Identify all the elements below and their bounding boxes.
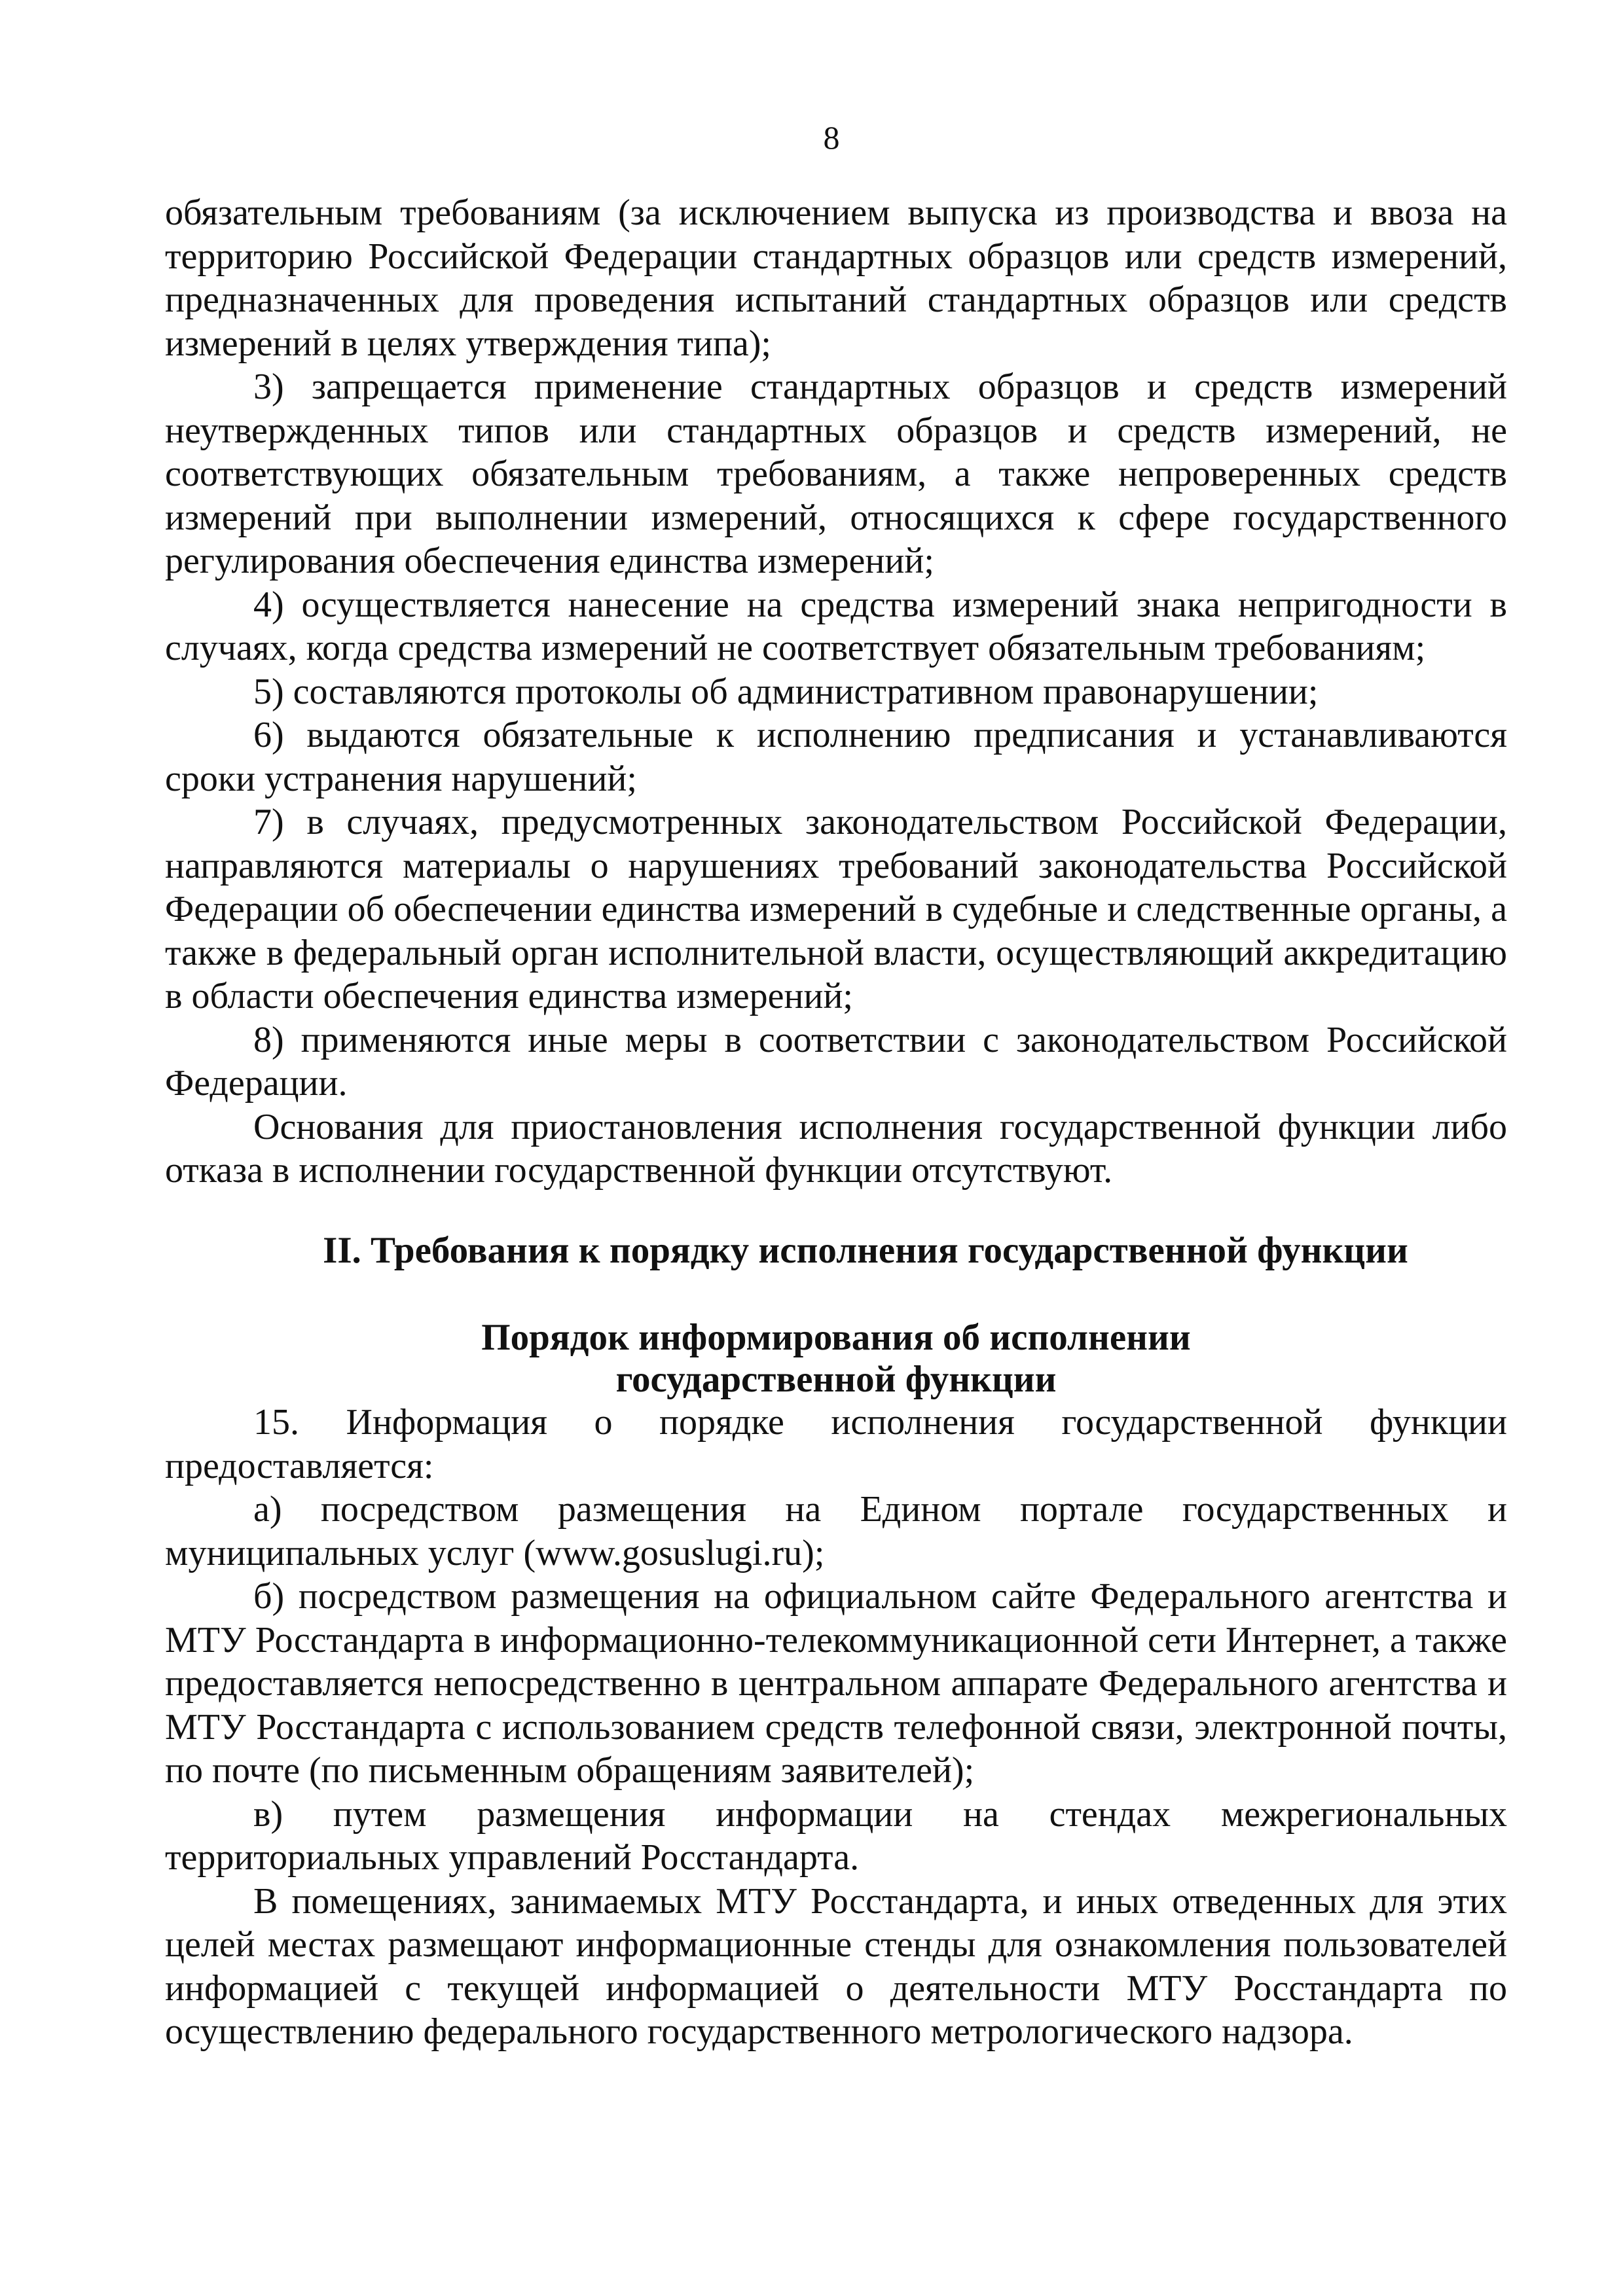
list-item-b: б) посредством размещения на официальном сайте Федерального агентства и МТУ Росстандарта в информационно-телекоммуникационной сети Интернет, а также предоставляется непосредственно в центральном аппарате Федерального агентства и МТУ Росстандарта с использованием средств телефонной связи, электронной почты, по почте (по письменным обращениям заявителей); [165, 1576, 1507, 1791]
paragraph-premises: В помещениях, занимаемых МТУ Росстандарта, и иных отведенных для этих целей местах размещают информационные стенды для ознакомления пользователей информацией с текущей информацией о деятельности МТУ Росстандарта по осуществлению федерального государственного метрологического надзора. [165, 1880, 1507, 2052]
list-item-8: 8) применяются иные меры в соответствии с законодательством Российской Федерации. [165, 1019, 1507, 1103]
list-item-7: 7) в случаях, предусмотренных законодательством Российской Федерации, направляются материалы о нарушениях требований законодательства Российской Федерации об обеспечении единства измерений в судебные и следственные органы, а также в федеральный орган исполнительной власти, осуществляющий аккредитацию в области обеспечения единства измерений; [165, 802, 1507, 1016]
subsection-title-line-1: Порядок информирования об исполнении [481, 1317, 1191, 1358]
section-title: II. Требования к порядку исполнения государственной функции [323, 1229, 1408, 1271]
subsection-title-line-2: государственной функции [615, 1359, 1057, 1400]
list-item-5: 5) составляются протоколы об административном правонарушении; [253, 671, 1319, 712]
list-item-15: 15. Информация о порядке исполнения государственной функции предоставляется: [165, 1402, 1507, 1486]
list-item-6: 6) выдаются обязательные к исполнению предписания и устанавливаются сроки устранения нарушений; [165, 715, 1507, 799]
page-number: 8 [823, 119, 840, 156]
paragraph-grounds: Основания для приостановления исполнения государственной функции либо отказа в исполнении государственной функции отсутствуют. [165, 1106, 1507, 1191]
list-item-4: 4) осуществляется нанесение на средства измерений знака непригодности в случаях, когда средства измерений не соответствует обязательным требованиям; [165, 584, 1507, 668]
subsection-title [165, 1317, 1507, 1401]
list-item-3: 3) запрещается применение стандартных образцов и средств измерений неутвержденных типов или стандартных образцов и средств измерений, не соответствующих обязательным требованиям, а также непроверенных средств измерений при выполнении измерений, относящихся к сфере государственного регулирования обеспечения единства измерений; [165, 367, 1507, 581]
list-item-a: а) посредством размещения на Едином портале государственных и муниципальных услуг (www.gosuslugi.ru); [165, 1489, 1507, 1573]
document-body [165, 191, 1507, 2054]
paragraph-continuation: обязательным требованиям (за исключением выпуска из производства и ввоза на территорию Российской Федерации стандартных образцов или средств измерений, предназначенных для проведения испытаний стандартных образцов или средств измерений в целях утверждения типа); [165, 192, 1507, 364]
list-item-v: в) путем размещения информации на стендах межрегиональных территориальных управлений Росстандарта. [165, 1793, 1507, 1878]
